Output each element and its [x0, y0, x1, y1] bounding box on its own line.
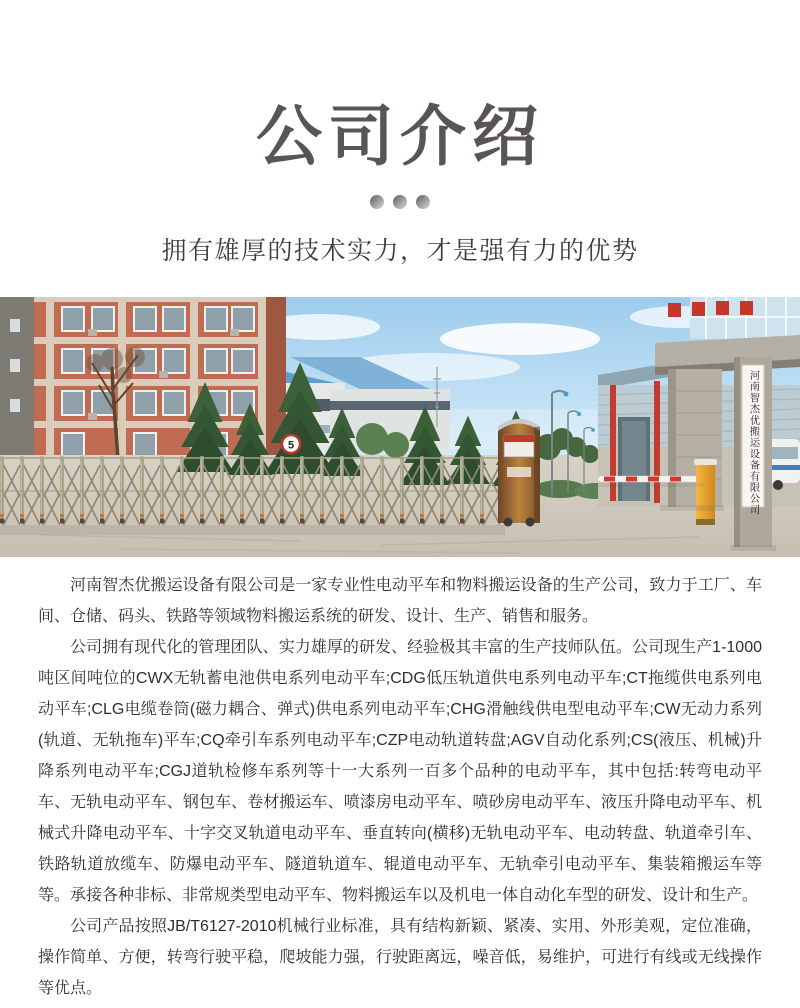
intro-paragraph-3: 公司产品按照JB/T6127-2010机械行业标准，具有结构新颖、紧凑、实用、外形美观，定位准确，操作简单、方便，转弯行驶平稳，爬坡能力强，行驶距离远，噪音低，易维护，可进行有线或无线操作等优点。	[38, 917, 762, 997]
divider-dot	[393, 195, 407, 209]
company-sign-text: 河南智杰优搬运设备有限公司	[747, 369, 759, 516]
svg-text:5: 5	[287, 439, 295, 452]
speed-limit-sign	[282, 435, 300, 453]
divider-dot	[416, 195, 430, 209]
intro-header	[0, 0, 800, 267]
divider-dot	[370, 195, 384, 209]
retractable-fence	[0, 455, 505, 535]
factory-gate-photo	[0, 297, 800, 557]
intro-paragraph-2: 公司拥有现代化的管理团队、实力雄厚的研发、经验极其丰富的生产技师队伍。公司现生产1-1000吨区间吨位的CWX无轨蓄电池供电系列电动平车;CDG低压轨道供电系列电动平车;CT拖缆供电系列电动平车;CLG电缆卷筒(磁力耦合、弹式)供电系列电动平车;CHG滑触线供电型电动平车;CW无动力系列(轨道、无轨拖车)平车;CQ牵引车系列电动平车;CZP电动轨道转盘;AGV自动化系列;CS(液压、机械)升降系列电动平车;CGJ道轨检修车系列等十一大系列一百多个品种的电动平车，其中包括:转弯电动平车、无轨电动平车、钢包车、卷材搬运车、喷漆房电动平车、喷砂房电动平车、液压升降电动平车、机械式升降电动平车、十字交叉轨道电动平车、垂直转向(横移)无轨电动平车、电动转盘、轨道牵引车、铁路轨道放缆车、防爆电动平车、隧道轨道车、辊道电动平车、无轨牵引电动平车、集装箱搬运车等等。承接各种非标、非常规类型电动平车、物料搬运车以及机电一体自动化车型的研发、设计和生产。	[38, 638, 762, 904]
parked-vehicle	[768, 439, 800, 490]
title-divider-dots	[0, 195, 800, 209]
gate-head-unit	[498, 419, 540, 527]
intro-body	[0, 557, 800, 1004]
intro-subtitle: 拥有雄厚的技术实力，才是强有力的优势	[161, 236, 639, 265]
intro-paragraph-1: 河南智杰优搬运设备有限公司是一家专业性电动平车和物料搬运设备的生产公司，致力于工厂、车间、仓储、码头、铁路等领域物料搬运系统的研发、设计、生产、销售和服务。	[38, 576, 762, 625]
page-title: 公司介绍	[256, 99, 544, 173]
